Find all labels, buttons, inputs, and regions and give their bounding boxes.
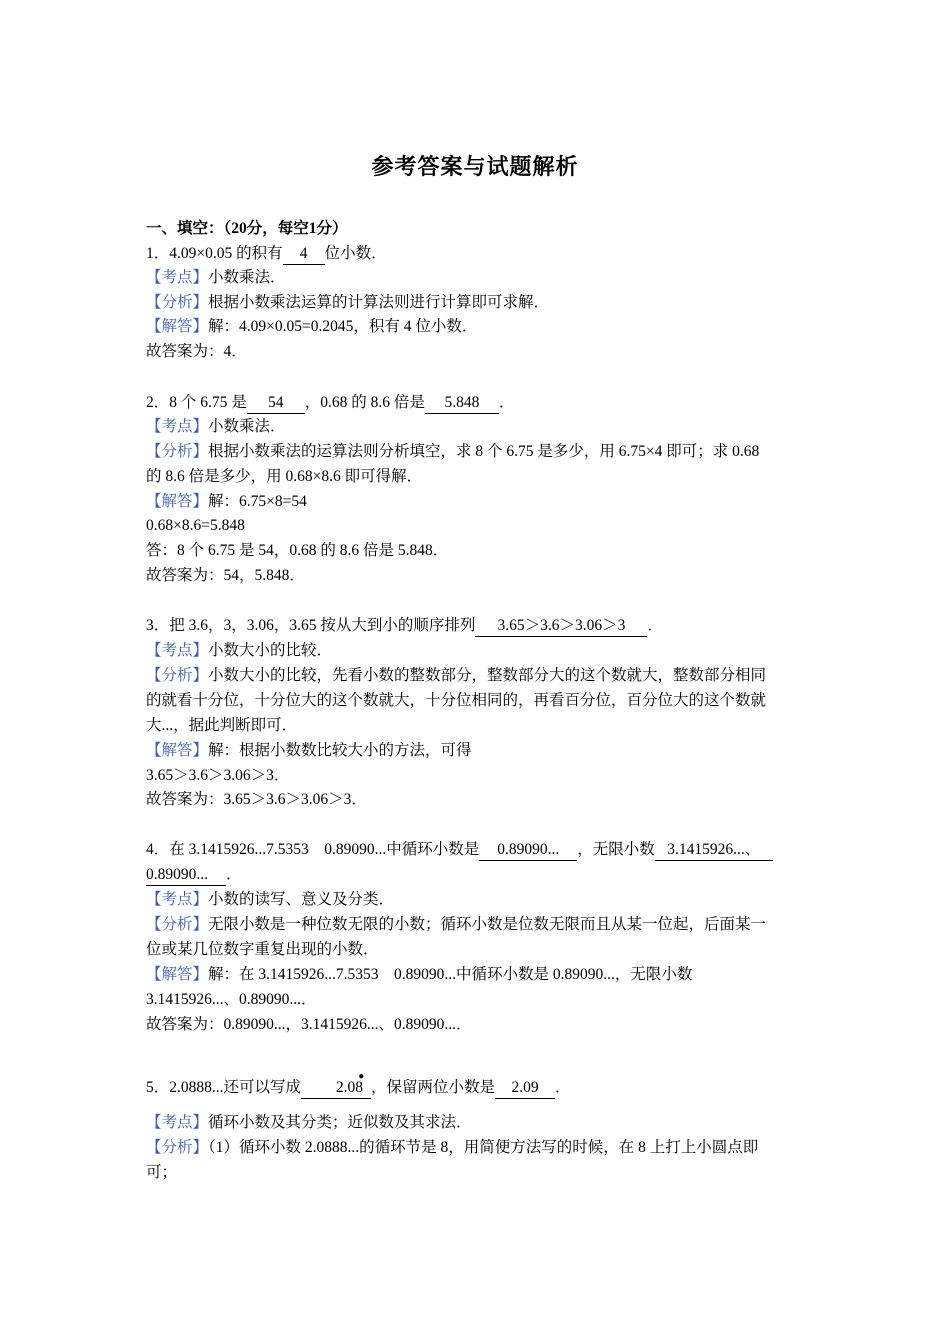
q2-blank-2: 5.848	[425, 394, 499, 414]
q5-kaodian: 【考点】循环小数及其分类；近似数及其求法．	[146, 1114, 472, 1131]
q2-jieda: 【解答】解：6.75×8=54	[146, 493, 307, 510]
fenxi-label: 【分析】	[146, 294, 209, 311]
kaodian-label: 【考点】	[146, 269, 209, 286]
q4-kaodian: 【考点】小数的读写、意义及分类．	[146, 891, 395, 908]
q2-fenxi: 【分析】根据小数乘法的运算法则分析填空，求 8 个 6.75 是多少，用 6.75×4 即可；求 0.68	[146, 443, 760, 460]
q4-fenxi: 【分析】无限小数是一种位数无限的小数；循环小数是位数无限而且从某一位起，后面某一	[146, 916, 767, 933]
q4-blank-2b: 0.89090...	[146, 866, 226, 886]
q2-jieda-3: 答：8 个 6.75 是 54，0.68 的 8.6 倍是 5.848．	[146, 542, 449, 559]
q5-blank-1: 2.0 ● 8	[301, 1079, 371, 1099]
q2-fenxi-cont: 的 8.6 倍是多少，用 0.68×8.6 即可得解．	[146, 468, 423, 485]
q5-blank-2: 2.09	[495, 1079, 555, 1099]
q3-fenxi-cont-1: 的就看十分位，十分位大的这个数就大，十分位相同的，再看百分位，百分位大的这个数就	[146, 692, 767, 709]
q4-jieda: 【解答】解：在 3.1415926...7.5353 0.89090...中循环小数是 0.89090...，无限小数	[146, 966, 693, 983]
q1-answer: 故答案为：4．	[146, 343, 247, 360]
q3-kaodian: 【考点】小数大小的比较．	[146, 642, 333, 659]
section-heading: 一、填空：（20分，每空1分）	[146, 220, 348, 237]
q4-jieda-2: 3.1415926...、0.89090...．	[146, 991, 317, 1008]
jieda-label: 【解答】	[146, 318, 209, 335]
q2-stem: 2．8 个 6.75 是 54 ，0.68 的 8.6 倍是 5.848 ．	[146, 393, 816, 414]
q4-stem-cont: 0.89090... ．	[146, 865, 816, 886]
q5-stem: 5．2.0888...还可以写成 2.0 ● 8 ，保留两位小数是 2.09 ．	[146, 1078, 816, 1099]
q4-blank-2a: 3.1415926...、	[655, 841, 773, 861]
q4-fenxi-cont: 位或某几位数字重复出现的小数．	[146, 941, 379, 958]
q1-kaodian: 【考点】小数乘法．	[146, 269, 286, 286]
q3-stem: 3．把 3.6，3，3.06，3.65 按从大到小的顺序排列 3.65＞3.6＞3.06＞3 ．	[146, 616, 816, 637]
q5-fenxi: 【分析】（1）循环小数 2.0888...的循环节是 8，用简便方法写的时候，在 8 上打上小圆点即	[146, 1139, 759, 1156]
repeat-dot-icon: ●	[358, 1071, 365, 1082]
q5-fenxi-cont: 可；	[146, 1164, 178, 1181]
q2-kaodian: 【考点】小数乘法．	[146, 418, 286, 435]
q2-blank-1: 54	[247, 394, 305, 414]
q4-blank-1: 0.89090...	[479, 841, 577, 861]
q3-jieda: 【解答】解：根据小数数比较大小的方法，可得	[146, 742, 472, 759]
q3-jieda-2: 3.65＞3.6＞3.06＞3．	[146, 767, 290, 784]
q3-blank-1: 3.65＞3.6＞3.06＞3	[475, 617, 647, 637]
q2-jieda-2: 0.68×8.6=5.848	[146, 517, 245, 534]
q1-stem: 1．4.09×0.05 的积有 4 位小数．	[146, 244, 816, 265]
page-title: 参考答案与试题解析	[371, 154, 579, 179]
q4-answer: 故答案为：0.89090...，3.1415926...、0.89090...．	[146, 1016, 472, 1033]
q1-fenxi: 【分析】根据小数乘法运算的计算法则进行计算即可求解．	[146, 294, 550, 311]
q3-fenxi: 【分析】小数大小的比较，先看小数的整数部分，整数部分大的这个数就大，整数部分相同	[146, 667, 767, 684]
q3-fenxi-cont-2: 大...，据此判断即可．	[146, 717, 298, 734]
q3-answer: 故答案为：3.65＞3.6＞3.06＞3．	[146, 791, 367, 808]
repeating-digit: ● 8	[355, 1071, 365, 1096]
q1-jieda: 【解答】解：4.09×0.05=0.2045，积有 4 位小数．	[146, 318, 478, 335]
q4-stem: 4．在 3.1415926...7.5353 0.89090...中循环小数是 0.89090... ，无限小数 3.1415926...、	[146, 840, 816, 861]
q2-answer: 故答案为：54，5.848．	[146, 567, 305, 584]
q1-blank-1: 4	[283, 245, 325, 265]
